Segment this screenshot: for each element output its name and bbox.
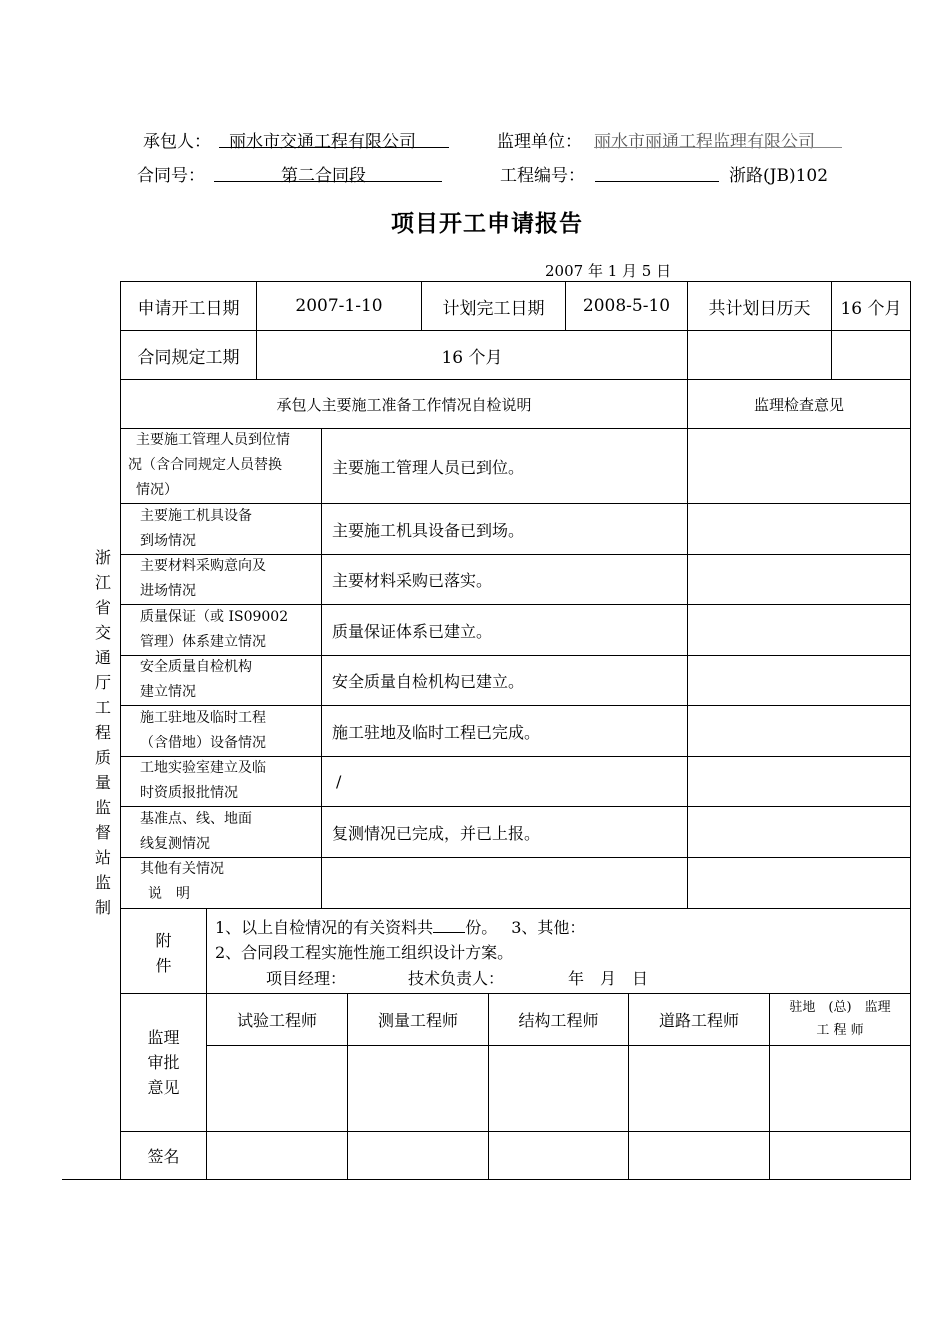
supervisor-underline: [594, 147, 842, 148]
contract-no-label: 合同号：: [137, 166, 205, 186]
tech-lead-label: 技术负责人：: [408, 969, 505, 988]
item-label: 主要材料采购意向及 进场情况: [140, 558, 266, 599]
road-engineer-header: 道路工程师: [658, 1011, 739, 1030]
total-days-value: 16 个月: [840, 298, 902, 319]
item-label: 主要施工机具设备 到场情况: [140, 508, 252, 549]
project-no-underline: [595, 181, 719, 182]
item-label: 安全质量自检机构 建立情况: [140, 659, 252, 700]
item-desc: 质量保证体系已建立。: [332, 621, 493, 641]
structure-engineer-header: 结构工程师: [518, 1011, 599, 1030]
item-desc: /: [336, 772, 342, 791]
attachment-line1: 1、以上自检情况的有关资料共 份。 3、其他：: [215, 918, 586, 937]
item-label: 工地实验室建立及临 时资质报批情况: [140, 760, 266, 801]
start-date-value: 2007-1-10: [295, 296, 383, 316]
supervisor-label: 监理单位：: [497, 132, 582, 152]
item-label: 基准点、线、地面 线复测情况: [140, 811, 252, 852]
attachment-label: 附 件: [155, 931, 172, 975]
item-desc: 主要施工机具设备已到场。: [332, 520, 525, 540]
sign-label: 签名: [147, 1147, 180, 1166]
rule: [910, 281, 911, 1179]
end-date-label: 计划完工日期: [442, 298, 545, 319]
side-label: 浙江省交通厅工程质量监督站监制: [94, 548, 111, 917]
attachment-line2: 2、合同段工程实施性施工组织设计方案。: [215, 943, 514, 962]
total-days-label: 共计划日历天: [708, 298, 811, 319]
item-desc: 安全质量自检机构已建立。: [332, 672, 525, 691]
project-no-label: 工程编号：: [500, 166, 585, 186]
self-check-header: 承包人主要施工准备工作情况自检说明: [276, 395, 532, 414]
rule: [687, 281, 688, 908]
item-label: 施工驻地及临时工程 （含借地）设备情况: [140, 710, 266, 751]
rule: [62, 1179, 911, 1180]
contract-period-label: 合同规定工期: [137, 347, 240, 368]
item-label: 其他有关情况 说 明: [140, 861, 224, 902]
test-engineer-header: 试验工程师: [236, 1011, 317, 1030]
supervisor-opinion-header: 监理检查意见: [753, 395, 844, 414]
project-no-value: 浙路(JB)102: [729, 166, 829, 186]
resident-engineer-header: 驻地 (总) 监理 工 程 师: [789, 1000, 891, 1038]
rule: [206, 1045, 911, 1046]
contract-no-value: 第二合同段: [281, 166, 366, 186]
item-label: 主要施工管理人员到位情 况（含合同规定人员替换 情况）: [128, 432, 290, 498]
date-ymd: 年 月 日: [568, 969, 649, 988]
page-title: 项目开工申请报告: [391, 211, 583, 237]
item-desc: 复测情况已完成，并已上报。: [332, 823, 541, 843]
report-date: 2007 年 1 月 5 日: [545, 262, 672, 280]
approval-label: 监理 审批 意见: [147, 1028, 180, 1097]
item-label: 质量保证（或 IS09002 管理）体系建立情况: [140, 609, 289, 650]
end-date-value: 2008-5-10: [582, 296, 671, 316]
rule: [120, 908, 911, 909]
contractor-label: 承包人：: [143, 132, 211, 152]
supervisor-value: 丽水市丽通工程监理有限公司: [594, 132, 815, 152]
item-desc: 施工驻地及临时工程已完成。: [332, 722, 541, 742]
contractor-value: 丽水市交通工程有限公司: [229, 132, 416, 152]
contract-period-value: 16 个月: [441, 347, 503, 368]
rule: [120, 1131, 911, 1132]
contractor-underline: [219, 147, 449, 148]
project-manager-label: 项目经理：: [266, 969, 347, 988]
item-desc: [322, 858, 687, 908]
contract-no-underline: [214, 181, 442, 182]
start-date-label: 申请开工日期: [137, 298, 240, 319]
survey-engineer-header: 测量工程师: [377, 1011, 458, 1030]
item-desc: 主要施工管理人员已到位。: [332, 457, 525, 477]
item-desc: 主要材料采购已落实。: [332, 571, 493, 590]
